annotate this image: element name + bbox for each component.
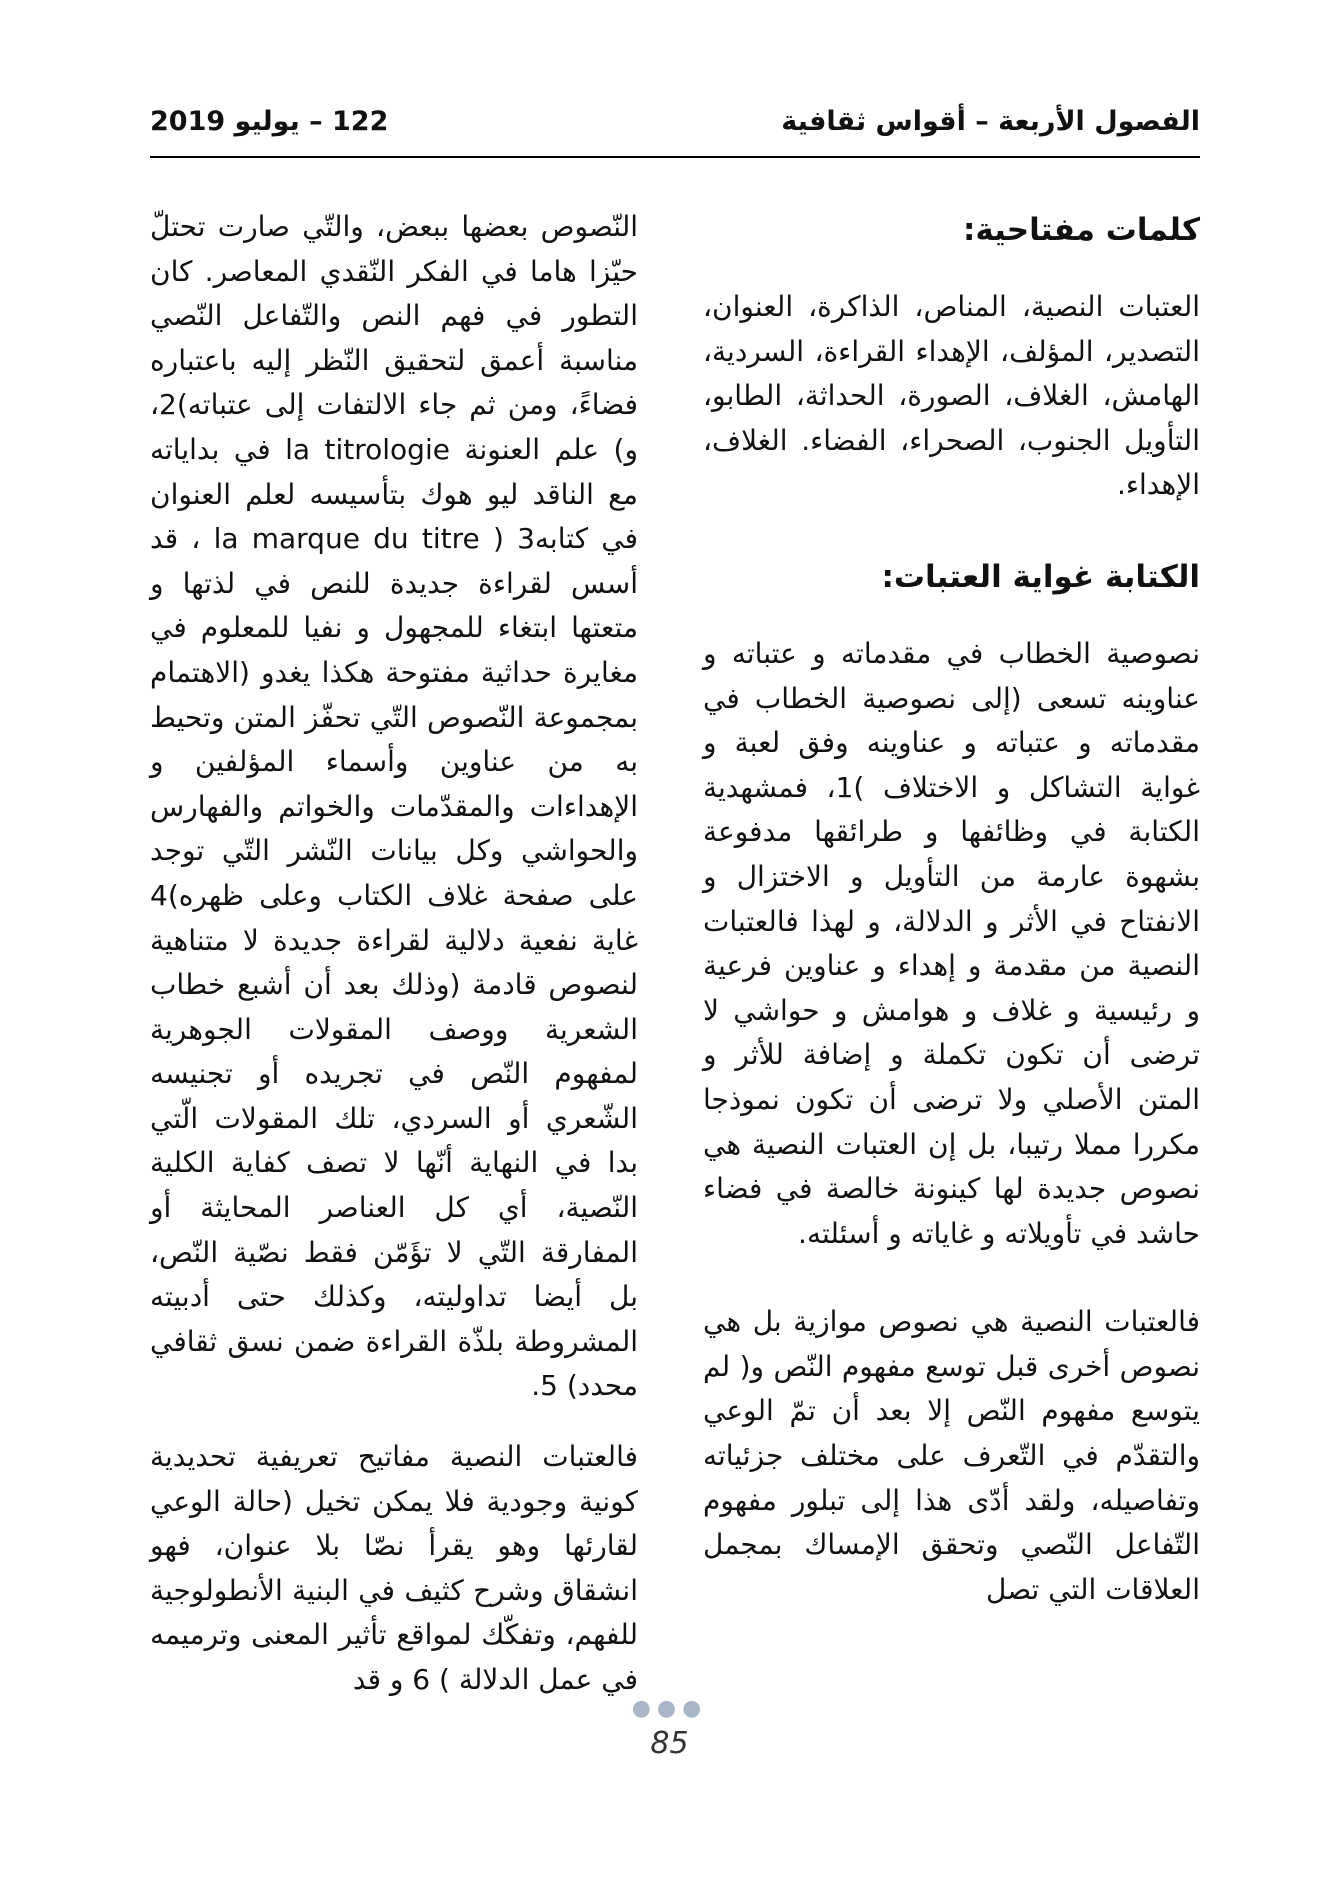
keywords-heading: كلمات مفتاحية: xyxy=(962,212,1200,248)
footer-dots: ●●● xyxy=(631,1696,708,1721)
latin-term: la marque du titre xyxy=(213,522,480,556)
paragraph: فالعتبات النصية مفاتيح تعريفية تحديدية كونية وجودية فلا يمكن تخيل (حالة الوعي لقارئها وهو يقرأ نصّا بلا عنوان، فهو انشقاق وشرح كثيف في البنية الأنطولوجية للفهم، وتفكّك لمواقع تأثير المعنى وترميمه في عمل الدلالة ) 6 و قد xyxy=(150,1440,638,1696)
paragraph-segment: النّصوص بعضها ببعض، والتّي صارت تحتلّ حيّزا هاما في الفكر النّقدي المعاصر. كان التطور في فهم النص والتّفاعل النّصي مناسبة أعمق لتحقيق النّظر إليه باعتباره فضاءً، ومن ثم جاء الالتفات إلى عتباته)2، و) علم العنونة xyxy=(150,210,638,466)
paragraph-segment: ، قد أسس لقراءة جديدة للنص في لذتها و متعتها ابتغاء للمجهول و نفيا للمعلوم في مغايرة حداثية مفتوحة هكذا يغدو (الاهتمام بمجموعة النّصوص التّي تحفّز المتن وتحيط به من عناوين وأسماء المؤلفين و الإهداءات والمقدّمات والخواتم والفهارس والحواشي وكل بيانات النّشر التّي توجد على صفحة غلاف الكتاب وعلى ظهره)4 غاية نفعية دلالية لقراءة جديدة لا متناهية لنصوص قادمة (وذلك بعد أن أشبع خطاب الشعرية ووصف المقولات الجوهرية لمفهوم النّص في تجريده أو تجنيسه الشّعري أو السردي، تلك المقولات الّتي بدا في النهاية أنّها لا تصف كفاية الكلية النّصية، أي كل العناصر المحايثة أو المفارقة التّي لا تؤَمّن فقط نصّية النّص، بل أيضا تداوليته، وكذلك حتى أدبيته المشروطة بلذّة القراءة ضمن نسق ثقافي محدد) 5. xyxy=(150,522,638,1403)
running-header xyxy=(150,102,1200,158)
paragraph-segment: في بداياته مع الناقد ليو هوك بتأسيسه لعلم العنوان في كتابه3 ( xyxy=(150,432,638,556)
left-column xyxy=(150,205,638,1703)
issue-info: 122 – يوليو 2019 xyxy=(150,106,389,137)
page-number: 85 xyxy=(650,1726,689,1761)
section-heading: الكتابة غواية العتبات: xyxy=(881,558,1200,595)
latin-term: la titrologie xyxy=(285,432,450,466)
paragraph: نصوصية الخطاب في مقدماته و عتباته و عناوينه تسعى (إلى نصوصية الخطاب في مقدماته و عتباته و عناوينه وفق لعبة و غواية التشاكل و الاختلاف )1، فمشهدية الكتابة في وظائفها و طرائقها مدفوعة بشهوة عارمة من التأويل و الاختزال و الانفتاح في الأثر و الدلالة، و لهذا فالعتبات النصية من مقدمة و إهداء و عناوين فرعية و رئيسية و غلاف و هوامش و حواشي لا ترضى أن تكون تكملة و إضافة للأثر و المتن الأصلي ولا ترضى أن تكون نموذجا مكررا مملا رتيبا، بل إن العتبات النصية هي نصوص جديدة لها كينونة خالصة في فضاء حاشد في تأويلاته و غاياته و أسئلته. xyxy=(703,636,1200,1250)
paragraph: فالعتبات النصية هي نصوص موازية بل هي نصوص أخرى قبل توسع مفهوم النّص و( لم يتوسع مفهوم النّص إلا بعد أن تمّ الوعي والتقدّم في التّعرف على مختلف جزئياته وتفاصيله، ولقد أدّى هذا إلى تبلور مفهوم التّفاعل النّصي وتحقق الإمساك بمجمل العلاقات التي تصل xyxy=(703,1305,1200,1606)
paragraph xyxy=(150,205,638,1409)
journal-title: الفصول الأربعة – أقواس ثقافية xyxy=(781,106,1200,137)
right-column xyxy=(703,205,1200,1612)
keywords-text: العتبات النصية، المناص، الذاكرة، العنوان، التصدير، المؤلف، الإهداء القراءة، السردية، الهامش، الغلاف، الصورة، الحداثة، الطابو، التأويل الجنوب، الصحراء، الفضاء. الغلاف، الإهداء. xyxy=(703,290,1200,502)
